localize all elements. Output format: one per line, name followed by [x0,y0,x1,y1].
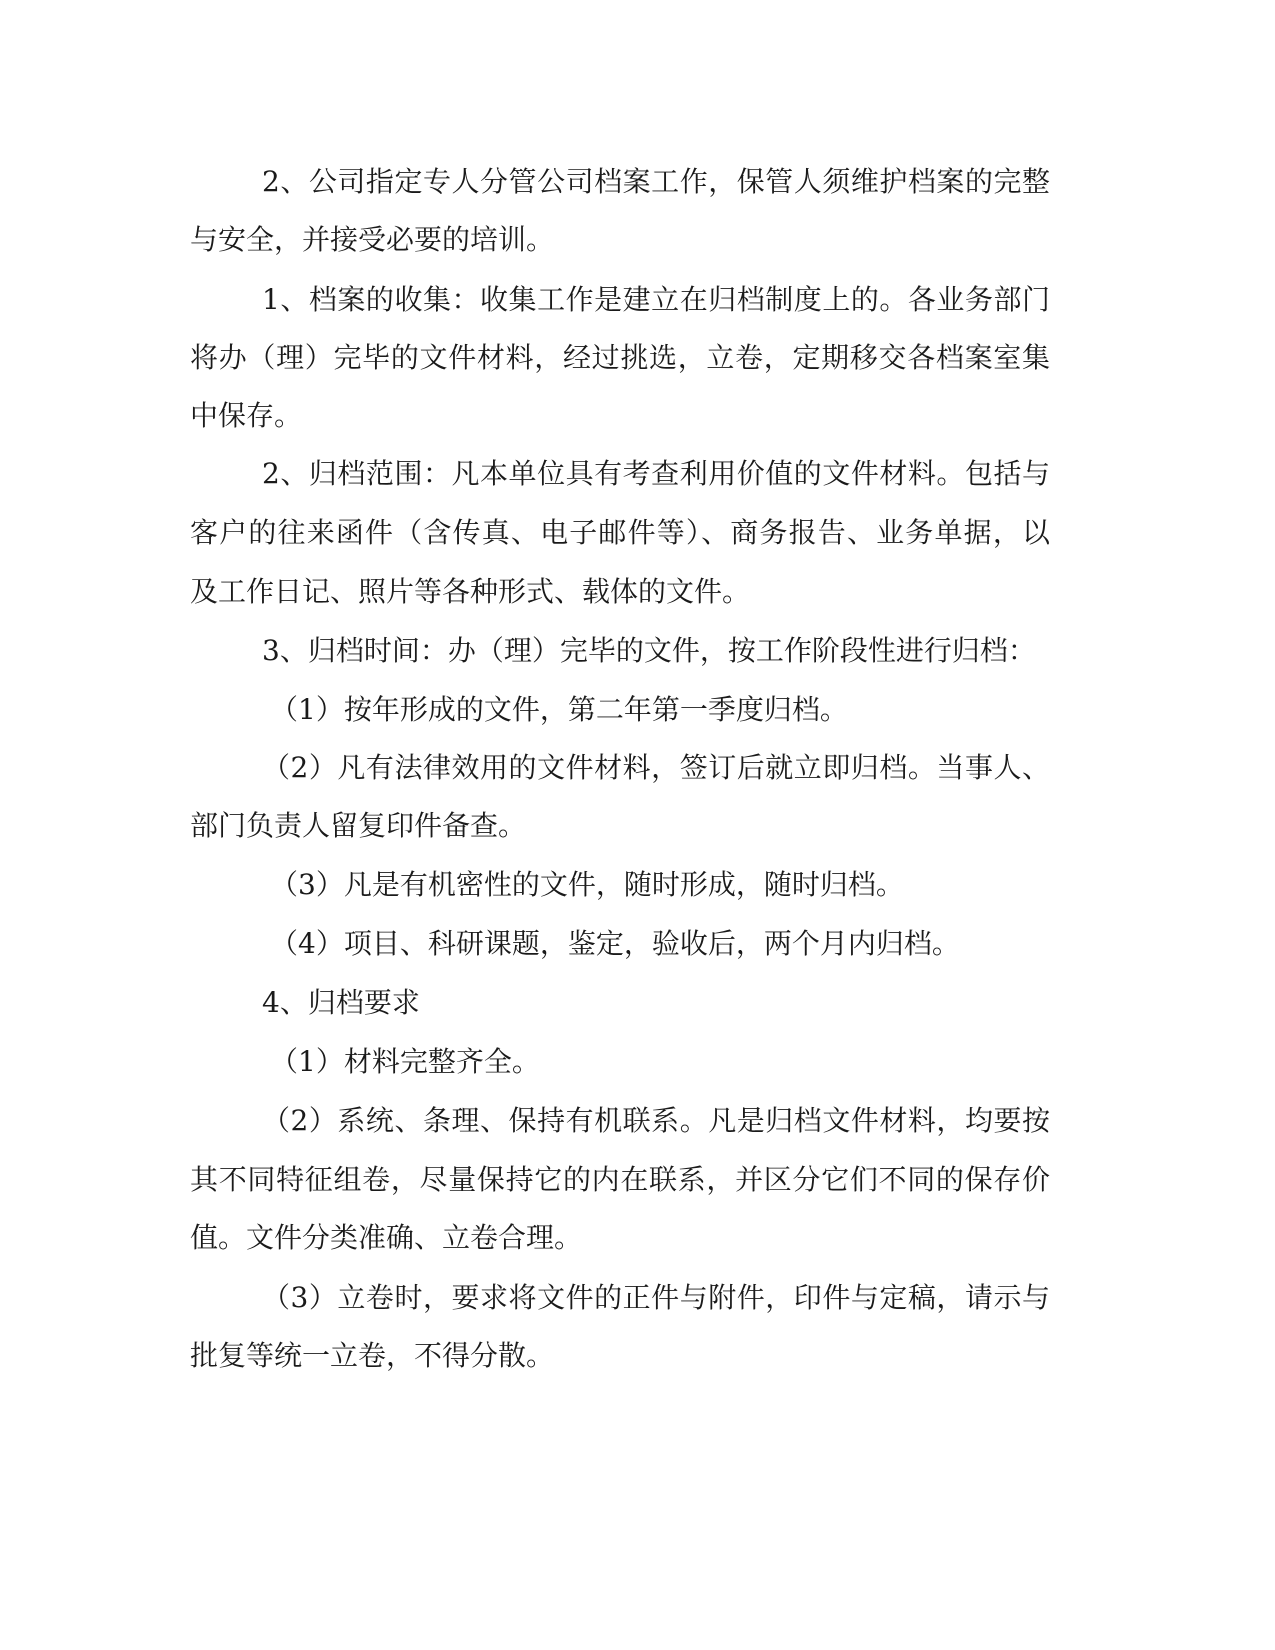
paragraph-line: 中保存。 [190,399,303,432]
paragraph-line: 3、归档时间：办（理）完毕的文件，按工作阶段性进行归档： [262,634,1036,667]
list-item: （2）凡有法律效用的文件材料，签订后就立即归档。当事人、 [262,751,1050,784]
list-item: （2）系统、条理、保持有机联系。凡是归档文件材料，均要按 [262,1104,1050,1137]
list-item: （3）凡是有机密性的文件，随时形成，随时归档。 [270,868,904,901]
paragraph-line: 与安全，并接受必要的培训。 [190,223,555,256]
paragraph-line: 2、公司指定专人分管公司档案工作，保管人须维护档案的完整 [262,165,1050,198]
paragraph-line: 其不同特征组卷，尽量保持它的内在联系，并区分它们不同的保存价 [190,1163,1050,1196]
paragraph-line: 1、档案的收集：收集工作是建立在归档制度上的。各业务部门 [262,283,1050,316]
paragraph-line: 值。文件分类准确、立卷合理。 [190,1221,583,1254]
list-item: （1）按年形成的文件，第二年第一季度归档。 [270,693,848,726]
paragraph-line: 及工作日记、照片等各种形式、载体的文件。 [190,575,751,608]
list-item: （1）材料完整齐全。 [270,1045,540,1078]
list-item: （4）项目、科研课题，鉴定，验收后，两个月内归档。 [270,927,960,960]
paragraph-line: 部门负责人留复印件备查。 [190,809,527,842]
list-item: （3）立卷时，要求将文件的正件与附件，印件与定稿，请示与 [262,1281,1050,1314]
paragraph-line: 客户的往来函件（含传真、电子邮件等）、商务报告、业务单据，以 [190,516,1050,549]
paragraph-line: 将办（理）完毕的文件材料，经过挑选，立卷，定期移交各档案室集 [190,341,1050,374]
section-heading: 4、归档要求 [262,986,420,1019]
paragraph-line: 批复等统一立卷，不得分散。 [190,1339,555,1372]
paragraph-line: 2、归档范围：凡本单位具有考查利用价值的文件材料。包括与 [262,457,1050,490]
